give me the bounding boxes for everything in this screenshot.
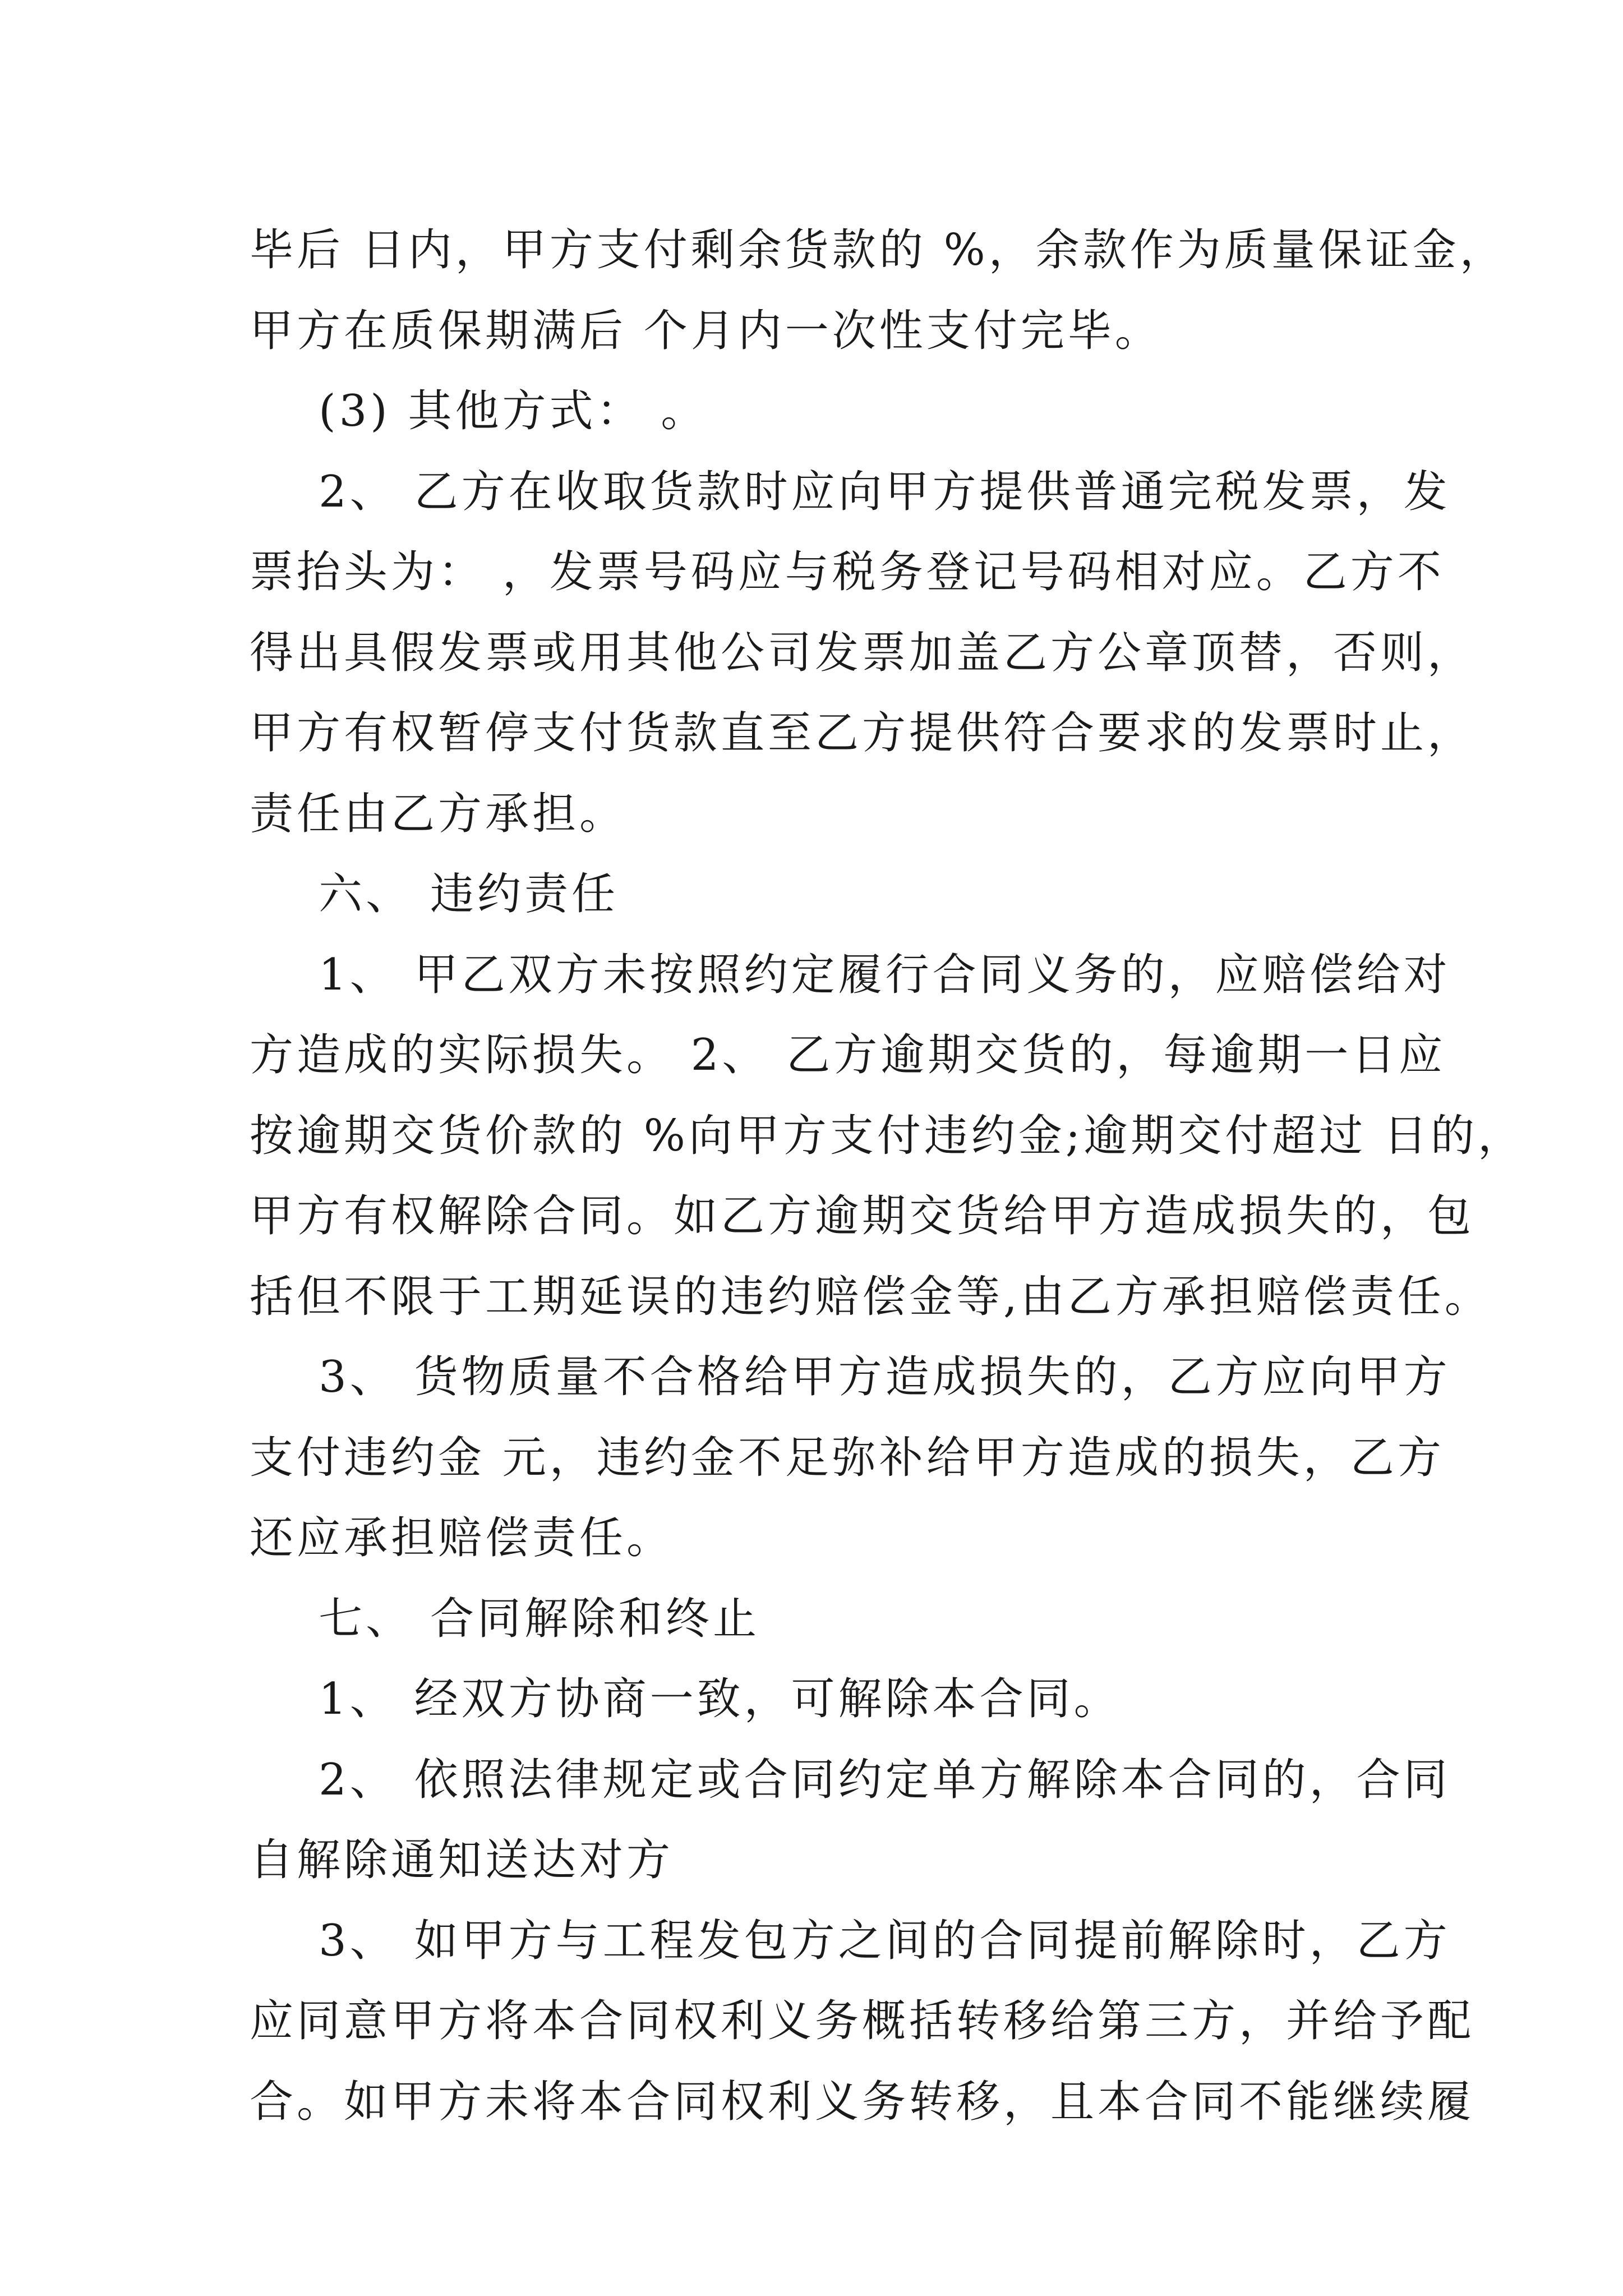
text-line: 还应承担赔偿责任。	[250, 1513, 674, 1563]
section-heading: 七、 合同解除和终止	[250, 1593, 760, 1644]
text-line: 自解除通知送达对方	[250, 1835, 674, 1885]
text-line: 得出具假发票或用其他公司发票加盖乙方公章顶替，否则，	[250, 627, 1475, 678]
text-line: 3、 如甲方与工程发包方之间的合同提前解除时，乙方	[250, 1915, 1451, 1966]
text-line: 毕后 日内，甲方支付剩余货款的 %，余款作为质量保证金，	[250, 225, 1507, 275]
section-heading: 六、 违约责任	[250, 869, 619, 919]
text-line: (3) 其他方式： 。	[250, 386, 708, 436]
text-line: 2、 乙方在收取货款时应向甲方提供普通完税发票，发	[250, 466, 1451, 517]
text-line: 支付违约金 元，违约金不足弥补给甲方造成的损失，乙方	[250, 1432, 1445, 1483]
text-line: 方造成的实际损失。 2、 乙方逾期交货的，每逾期一日应	[250, 1030, 1446, 1080]
text-line: 2、 依照法律规定或合同约定单方解除本合同的，合同	[250, 1754, 1451, 1805]
text-line: 票抬头为： ，发票号码应与税务登记号码相对应。乙方不	[250, 547, 1445, 597]
text-line: 1、 甲乙双方未按照约定履行合同义务的，应赔偿给对	[250, 949, 1451, 1000]
text-line: 括但不限于工期延误的违约赔偿金等,由乙方承担赔偿责任。	[250, 1271, 1492, 1322]
document-body	[250, 210, 1525, 2142]
text-line: 3、 货物质量不合格给甲方造成损失的，乙方应向甲方	[250, 1352, 1451, 1402]
text-line: 甲方在质保期满后 个月内一次性支付完毕。	[250, 305, 1162, 356]
text-line: 按逾期交货价款的 %向甲方支付违约金;逾期交付超过 日的，	[250, 1110, 1525, 1161]
text-line: 甲方有权解除合同。如乙方逾期交货给甲方造成损失的，包	[250, 1191, 1475, 1241]
text-line: 合。如甲方未将本合同权利义务转移，且本合同不能继续履	[250, 2076, 1475, 2127]
text-line: 1、 经双方协商一致，可解除本合同。	[250, 1674, 1121, 1724]
text-line: 应同意甲方将本合同权利义务概括转移给第三方，并给予配	[250, 1996, 1475, 2046]
text-line: 责任由乙方承担。	[250, 788, 627, 839]
text-line: 甲方有权暂停支付货款直至乙方提供符合要求的发票时止，	[250, 708, 1475, 758]
